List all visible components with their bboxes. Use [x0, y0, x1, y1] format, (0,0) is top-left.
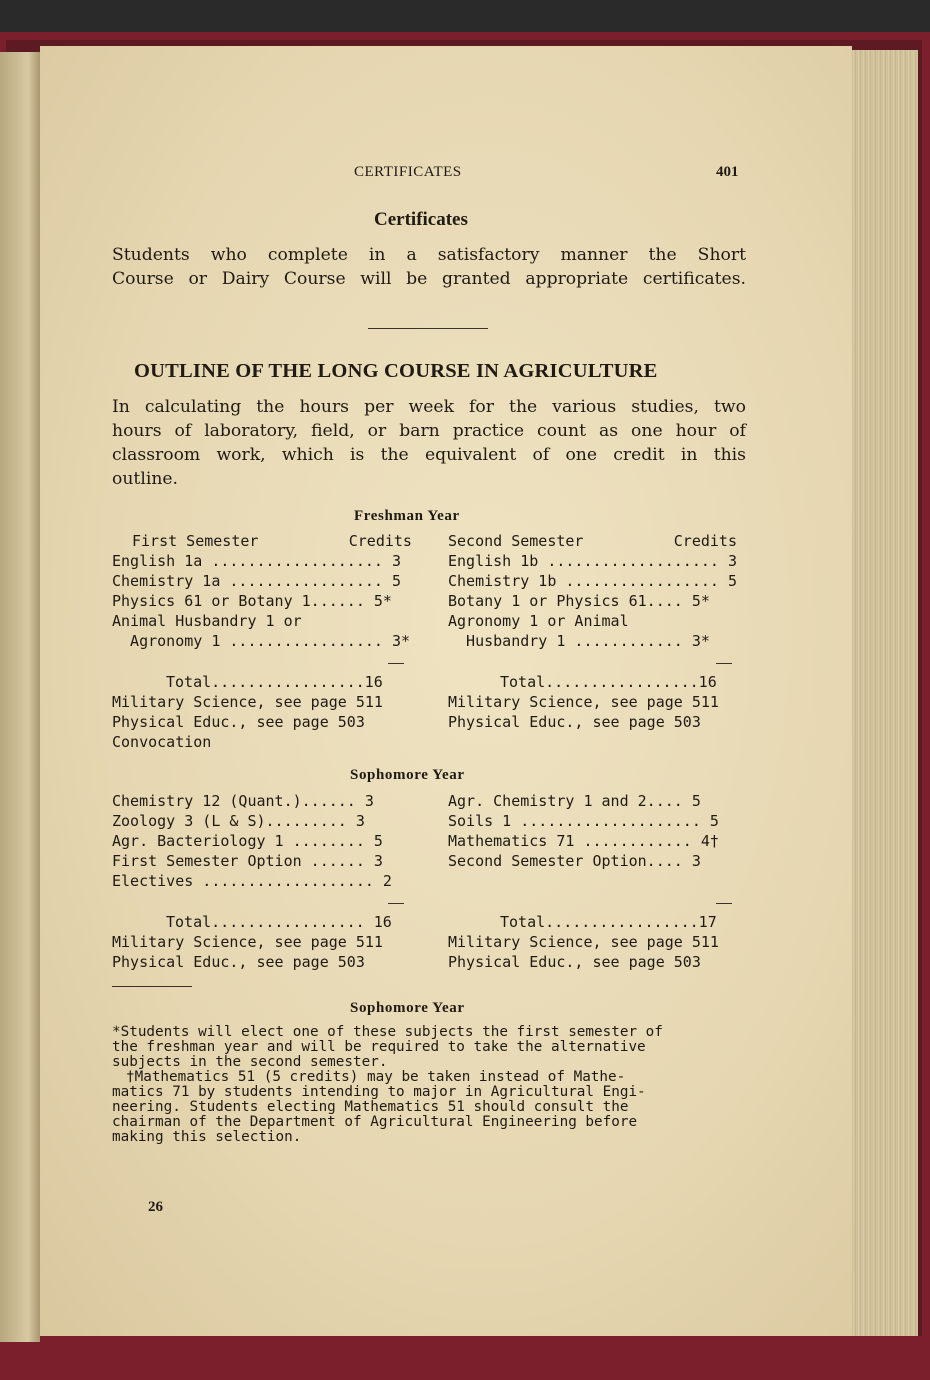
- freshman-left-row: First Semester Credits: [132, 532, 412, 550]
- freshman-right-row: English 1b ................... 3: [448, 552, 737, 570]
- freshman-right-total-rule: [716, 663, 732, 664]
- sophomore-left-row: Zoology 3 (L & S)......... 3: [112, 812, 365, 830]
- certificates-heading: Certificates: [374, 209, 468, 230]
- signature-mark: 26: [148, 1199, 163, 1215]
- freshman-right-row: Agronomy 1 or Animal: [448, 612, 629, 630]
- footnote-line: †Mathematics 51 (5 credits) may be taken instead of Mathe-: [126, 1069, 626, 1085]
- freshman-left-row: Physics 61 or Botany 1...... 5*: [112, 592, 392, 610]
- book-page: [40, 46, 852, 1336]
- outline-heading: OUTLINE OF THE LONG COURSE IN AGRICULTURE: [134, 360, 658, 382]
- outline-line-2: hours of laboratory, field, or barn practice count as one hour of: [112, 421, 746, 441]
- sophomore-right-row: Mathematics 71 ............ 4†: [448, 832, 719, 850]
- freshman-left-row: English 1a ................... 3: [112, 552, 401, 570]
- freshman-right-row: Botany 1 or Physics 61.... 5*: [448, 592, 710, 610]
- running-title: CERTIFICATES: [354, 164, 462, 180]
- footnote-line: neering. Students electing Mathematics 51 should consult the: [112, 1099, 629, 1115]
- sophomore-left-row: Physical Educ., see page 503: [112, 953, 365, 971]
- freshman-left-row: Animal Husbandry 1 or: [112, 612, 302, 630]
- sophomore-left-row: Military Science, see page 511: [112, 933, 383, 951]
- freshman-right-row: Second Semester Credits: [448, 532, 737, 550]
- section-divider: [368, 328, 488, 329]
- outline-line-1: In calculating the hours per week for the various studies, two: [112, 397, 746, 417]
- outline-line-4: outline.: [112, 469, 179, 489]
- footnotes-heading: Sophomore Year: [350, 1000, 465, 1016]
- left-page-edge: [0, 52, 40, 1342]
- sophomore-right-row: Second Semester Option.... 3: [448, 852, 701, 870]
- sophomore-right-row: Military Science, see page 511: [448, 933, 719, 951]
- outline-line-3: classroom work, which is the equivalent of one credit in this: [112, 445, 746, 465]
- sophomore-left-row: Agr. Bacteriology 1 ........ 5: [112, 832, 383, 850]
- freshman-left-row: Convocation: [112, 733, 212, 751]
- footnote-line: subjects in the second semester.: [112, 1054, 388, 1070]
- freshman-left-row: Military Science, see page 511: [112, 693, 383, 711]
- sophomore-left-row: Electives ................... 2: [112, 872, 392, 890]
- freshman-left-total: Total.................16: [166, 673, 383, 691]
- freshman-left-row: Agronomy 1 ................. 3*: [112, 632, 411, 650]
- sophomore-heading: Sophomore Year: [350, 767, 465, 783]
- sophomore-left-row: First Semester Option ...... 3: [112, 852, 383, 870]
- footnote-rule: [112, 986, 192, 987]
- freshman-left-row: Physical Educ., see page 503: [112, 713, 365, 731]
- sophomore-right-row: Agr. Chemistry 1 and 2.... 5: [448, 792, 701, 810]
- sophomore-left-row: Chemistry 12 (Quant.)...... 3: [112, 792, 374, 810]
- footnote-line: the freshman year and will be required to take the alternative: [112, 1039, 646, 1055]
- freshman-right-row: Chemistry 1b ................. 5: [448, 572, 737, 590]
- sophomore-right-total-rule: [716, 903, 732, 904]
- sophomore-right-row: Soils 1 .................... 5: [448, 812, 719, 830]
- freshman-right-row: Physical Educ., see page 503: [448, 713, 701, 731]
- certificates-line-1: Students who complete in a satisfactory manner the Short: [112, 245, 746, 265]
- freshman-right-row: Husbandry 1 ............ 3*: [448, 632, 710, 650]
- footnote-line: matics 71 by students intending to major in Agricultural Engi-: [112, 1084, 646, 1100]
- freshman-left-total-rule: [388, 663, 404, 664]
- page-block-edge: [852, 50, 918, 1336]
- sophomore-right-total: Total.................17: [500, 913, 717, 931]
- page-number: 401: [716, 164, 739, 180]
- footnote-line: making this selection.: [112, 1129, 302, 1145]
- sophomore-left-total-rule: [388, 903, 404, 904]
- freshman-left-row: Chemistry 1a ................. 5: [112, 572, 401, 590]
- freshman-heading: Freshman Year: [354, 508, 460, 524]
- certificates-line-2: Course or Dairy Course will be granted appropriate certificates.: [112, 269, 746, 289]
- freshman-right-row: Military Science, see page 511: [448, 693, 719, 711]
- footnote-line: *Students will elect one of these subjects the first semester of: [112, 1024, 663, 1040]
- footnote-line: chairman of the Department of Agricultural Engineering before: [112, 1114, 638, 1130]
- freshman-right-total: Total.................16: [500, 673, 717, 691]
- sophomore-left-total: Total................. 16: [166, 913, 392, 931]
- sophomore-right-row: Physical Educ., see page 503: [448, 953, 701, 971]
